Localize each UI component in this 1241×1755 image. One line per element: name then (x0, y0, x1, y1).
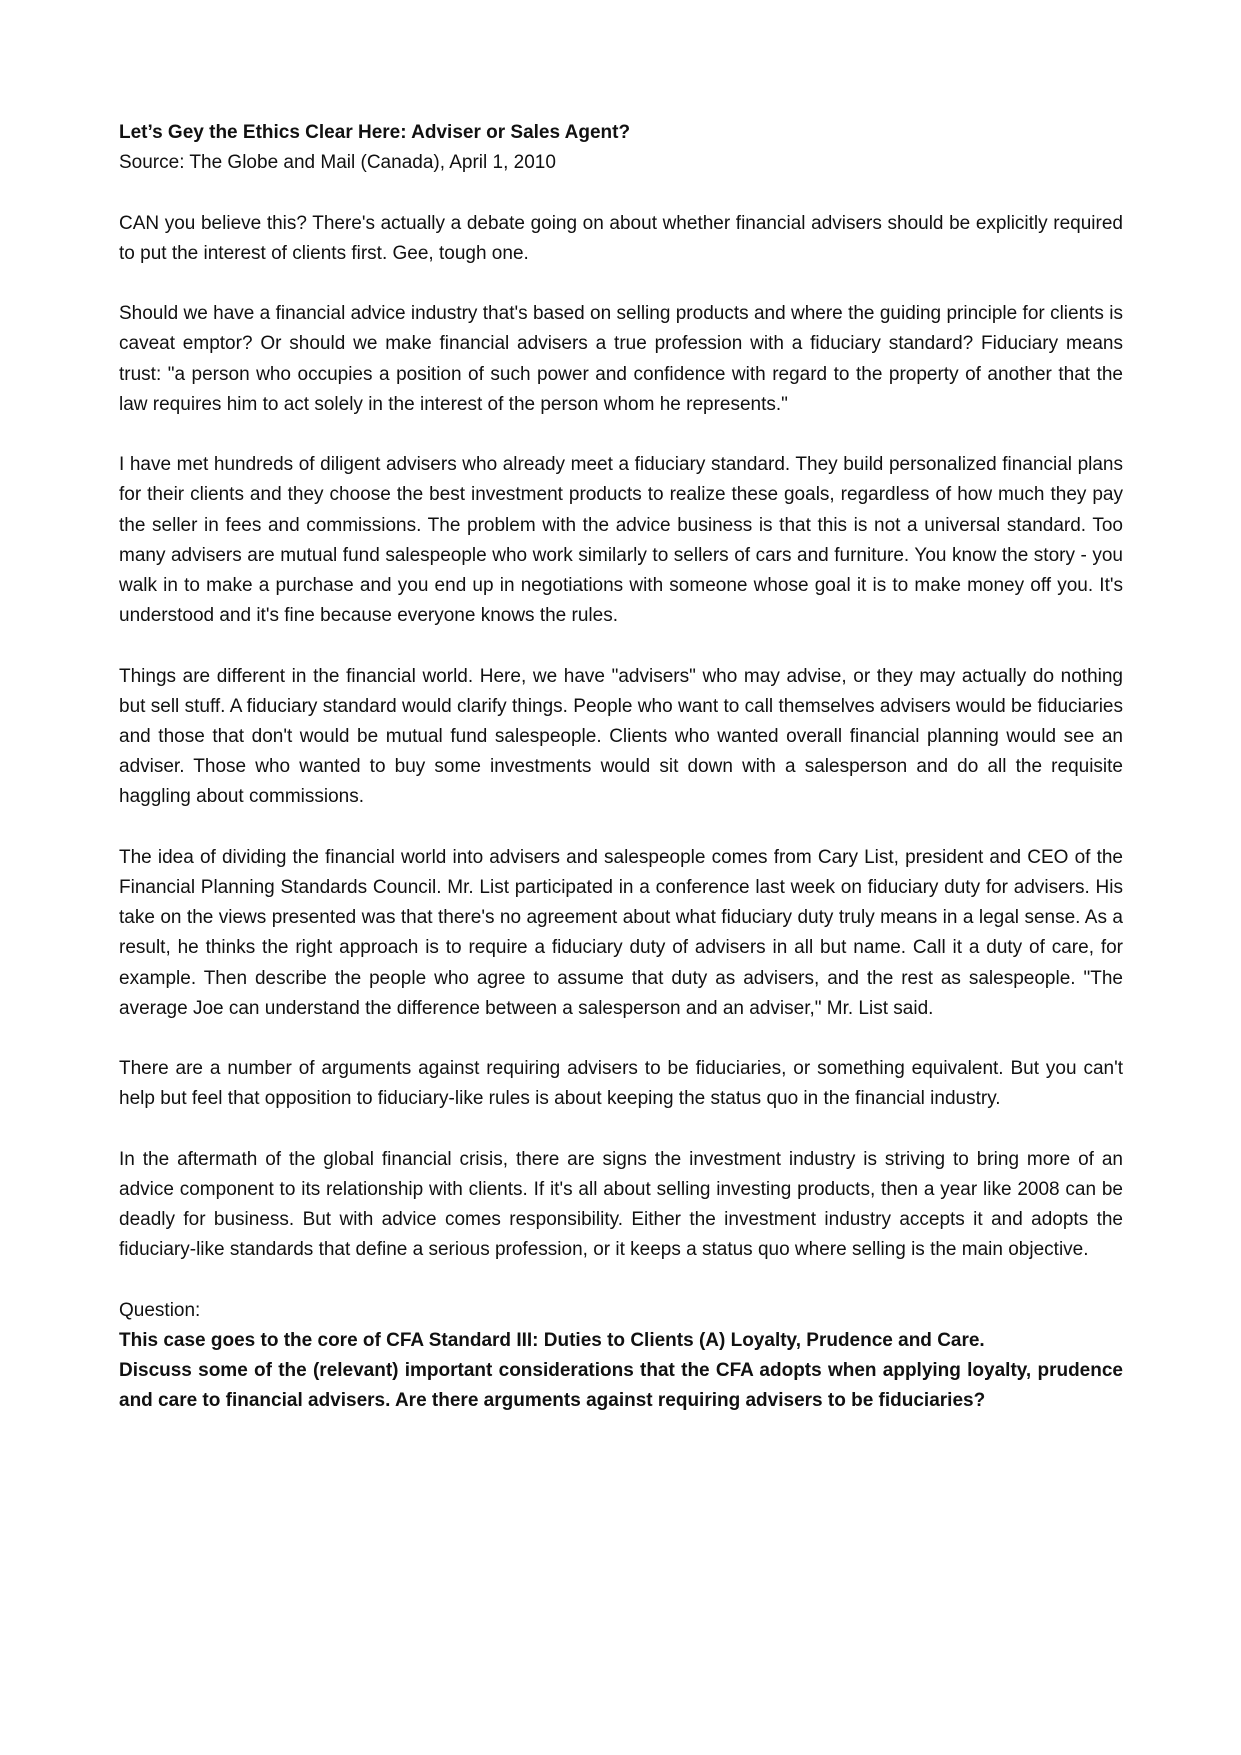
question-line-1: This case goes to the core of CFA Standard III: Duties to Clients (A) Loyalty, Prudence and Care. (119, 1330, 985, 1351)
question-label: Question: (119, 1299, 201, 1321)
article-source: Source: The Globe and Mail (Canada), April 1, 2010 (119, 152, 556, 174)
paragraph-4: Things are different in the financial world. Here, we have "advisers" who may advise, or they may actually do nothing but sell stuff. A fiduciary standard would clarify things. People who want to call themselves advisers would be fiduciaries and those that don't would be mutual fund salespeople. Clients who wanted overall financial planning would see an adviser. Those who wanted to buy some investments would sit down with a salesperson and do all the requisite haggling about commissions. (119, 665, 1123, 808)
article-title: Let’s Gey the Ethics Clear Here: Adviser or Sales Agent? (119, 122, 631, 143)
paragraph-1: CAN you believe this? There's actually a debate going on about whether financial advisers should be explicitly required to put the interest of clients first. Gee, tough one. (119, 212, 1123, 264)
paragraph-3: I have met hundreds of diligent advisers who already meet a fiduciary standard. They build personalized financial plans for their clients and they choose the best investment products to realize these goals, regardless of how much they pay the seller in fees and commissions. The problem with the advice business is that this is not a universal standard. Too many advisers are mutual fund salespeople who work similarly to sellers of cars and furniture. You know the story - you walk in to make a purchase and you end up in negotiations with someone whose goal it is to make money off you. It's understood and it's fine because everyone knows the rules. (119, 454, 1123, 627)
paragraph-7: In the aftermath of the global financial crisis, there are signs the investment industry is striving to bring more of an advice component to its relationship with clients. If it's all about selling investing products, then a year like 2008 can be deadly for business. But with advice comes responsibility. Either the investment industry accepts it and adopts the fiduciary-like standards that define a serious profession, or it keeps a status quo where selling is the main objective. (119, 1148, 1123, 1261)
question-line-2: Discuss some of the (relevant) important considerations that the CFA adopts when applying loyalty, prudence and care to financial advisers. Are there arguments against requiring advisers to be fiduciaries? (119, 1360, 1123, 1412)
question-section (119, 1296, 1123, 1417)
paragraph-6: There are a number of arguments against requiring advisers to be fiduciaries, or something equivalent. But you can't help but feel that opposition to fiduciary-like rules is about keeping the status quo in the financial industry. (119, 1058, 1123, 1110)
paragraph-5: The idea of dividing the financial world into advisers and salespeople comes from Cary List, president and CEO of the Financial Planning Standards Council. Mr. List participated in a conference last week on fiduciary duty for advisers. His take on the views presented was that there's no agreement about what fiduciary duty truly means in a legal sense. As a result, he thinks the right approach is to require a fiduciary duty of advisers in all but name. Call it a duty of care, for example. Then describe the people who agree to assume that duty as advisers, and the rest as salespeople. "The average Joe can understand the difference between a salesperson and an adviser," Mr. List said. (119, 846, 1123, 1019)
document-page (119, 118, 1123, 1417)
paragraph-2: Should we have a financial advice industry that's based on selling products and where the guiding principle for clients is caveat emptor? Or should we make financial advisers a true profession with a fiduciary standard? Fiduciary means trust: "a person who occupies a position of such power and confidence with regard to the property of another that the law requires him to act solely in the interest of the person whom he represents." (119, 303, 1123, 415)
